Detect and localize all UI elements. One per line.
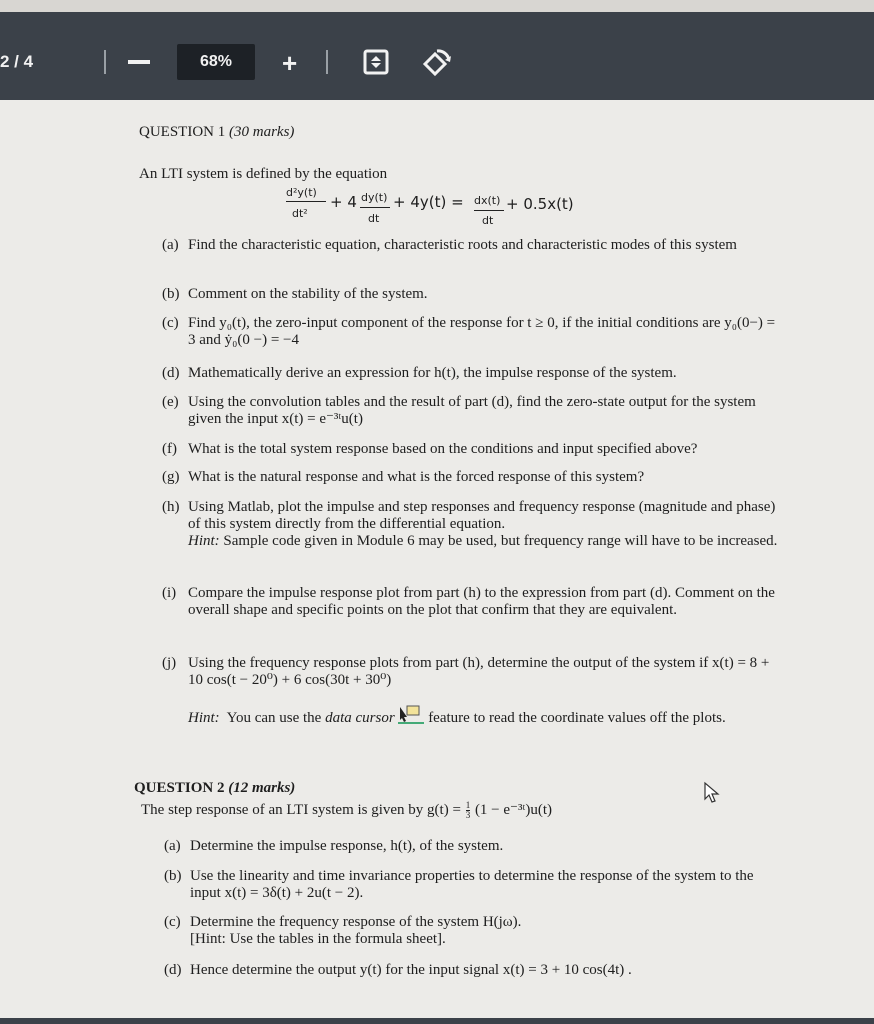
q1-part-h [188,499,784,550]
part-label: (g) [162,469,180,485]
eq-plus-four: + 4 [330,193,357,211]
q1-part-d: Mathematically derive an expression for h(t), the impulse response of the system. [188,365,677,381]
part-label: (i) [162,585,177,601]
eq-dx-denominator: dt [482,214,494,227]
q1-intro: An LTI system is defined by the equation [139,166,388,182]
part-label: (a) [164,838,181,854]
rotate-icon[interactable] [420,46,454,78]
q1-part-b: Comment on the stability of the system. [188,286,428,302]
part-label: (a) [162,237,179,253]
q1-part-f: What is the total system response based on the conditions and input specified above? [188,441,698,457]
q1-part-c: Find y₀(t), the zero-input component of the response for t ≥ 0, if the initial conditions are y₀(0−) = 3 and ẏ₀(0 −) = −4 [188,315,776,348]
eq-d2y-denominator: dt² [292,207,308,220]
minus-icon[interactable] [128,60,150,64]
q1-part-e: Using the convolution tables and the result of part (d), find the zero-state output for the system given the input x(t) = e⁻³ᵗu(t) [188,394,756,427]
q1-part-j-hint: Hint: You can use the data cursor feature to read the coordinate values off the plots. [188,705,784,727]
fraction-bar [474,210,504,211]
data-cursor-term: data cursor [325,710,395,726]
q1-part-a: Find the characteristic equation, characteristic roots and characteristic modes of this system [188,237,737,253]
zoom-level[interactable]: 68% [177,44,255,80]
eq-tail: + 0.5x(t) [506,195,574,213]
part-label: (f) [162,441,177,457]
part-label: (c) [162,315,179,331]
pdf-toolbar [0,12,874,100]
q1-part-h-text: Using Matlab, plot the impulse and step responses and frequency response (magnitude and phase) of this system directly from the differential equation. [188,499,776,532]
q2-intro: The step response of an LTI system is given by $g(t) = \frac{1}{3} (1$ − e⁻³ᵗ)u(t) [141,800,552,821]
part-label: (d) [164,962,182,978]
window-bottom-edge [0,1018,874,1024]
part-label: (h) [162,499,180,515]
question-1-heading: QUESTION 1 (30 marks) [139,124,295,140]
fraction-numerator: 1 [465,800,471,811]
eq-d2y-numerator: d²y(t) [286,186,317,199]
hint-label: Hint: [188,533,220,549]
part-label: (e) [162,394,179,410]
data-cursor-icon [398,705,424,725]
fit-page-icon[interactable] [362,48,390,76]
q2-part-b: Use the linearity and time invariance properties to determine the response of the system to the input x(t) = 3δ(t) + 2u(t − 2). [190,868,754,901]
hint-label: Hint: [188,710,220,726]
question-2-heading: QUESTION 2 (12 marks) [134,780,296,796]
window-top-edge [0,0,874,12]
eq-dy-numerator: dy(t) [361,191,388,204]
eq-dy-denominator: dt [368,212,380,225]
eq-dx-numerator: dx(t) [474,194,501,207]
part-label: (b) [162,286,180,302]
q2-part-c-hint: [Hint: Use the tables in the formula sheet]. [190,931,446,947]
q1-part-g: What is the natural response and what is the forced response of this system? [188,469,645,485]
q2-part-d: Hence determine the output y(t) for the input signal x(t) = 3 + 10 cos(4t) . [190,962,632,978]
part-label: (j) [162,655,177,671]
fraction-denominator: 3 [465,810,471,821]
part-label: (c) [164,914,181,930]
q1-part-h-hint: Sample code given in Module 6 may be used, but frequency range will have to be increased. [223,533,778,549]
toolbar-divider [104,50,106,74]
q1-part-i: Compare the impulse response plot from part (h) to the expression from part (d). Comment on the overall shape and specific points on the plot that confirm that they are equivalent. [188,585,775,618]
eq-middle: + 4y(t) = [393,193,464,211]
q1-part-j: Using the frequency response plots from part (h), determine the output of the system if x(t) = 8 + 10 cos(t − 20⁰) + 6 cos(30t + 30⁰) [188,655,770,688]
plus-icon[interactable]: + [282,48,298,78]
q2-part-a: Determine the impulse response, h(t), of the system. [190,838,504,854]
toolbar-divider [326,50,328,74]
mouse-pointer-icon [703,781,721,805]
fraction-bar [286,201,326,202]
q2-part-c: Determine the frequency response of the system H(jω). [Hint: Use the tables in the formula sheet]. [190,914,522,947]
part-label: (b) [164,868,182,884]
part-label: (d) [162,365,180,381]
page-indicator: 2 / 4 [0,52,34,71]
fraction-bar [360,207,390,208]
